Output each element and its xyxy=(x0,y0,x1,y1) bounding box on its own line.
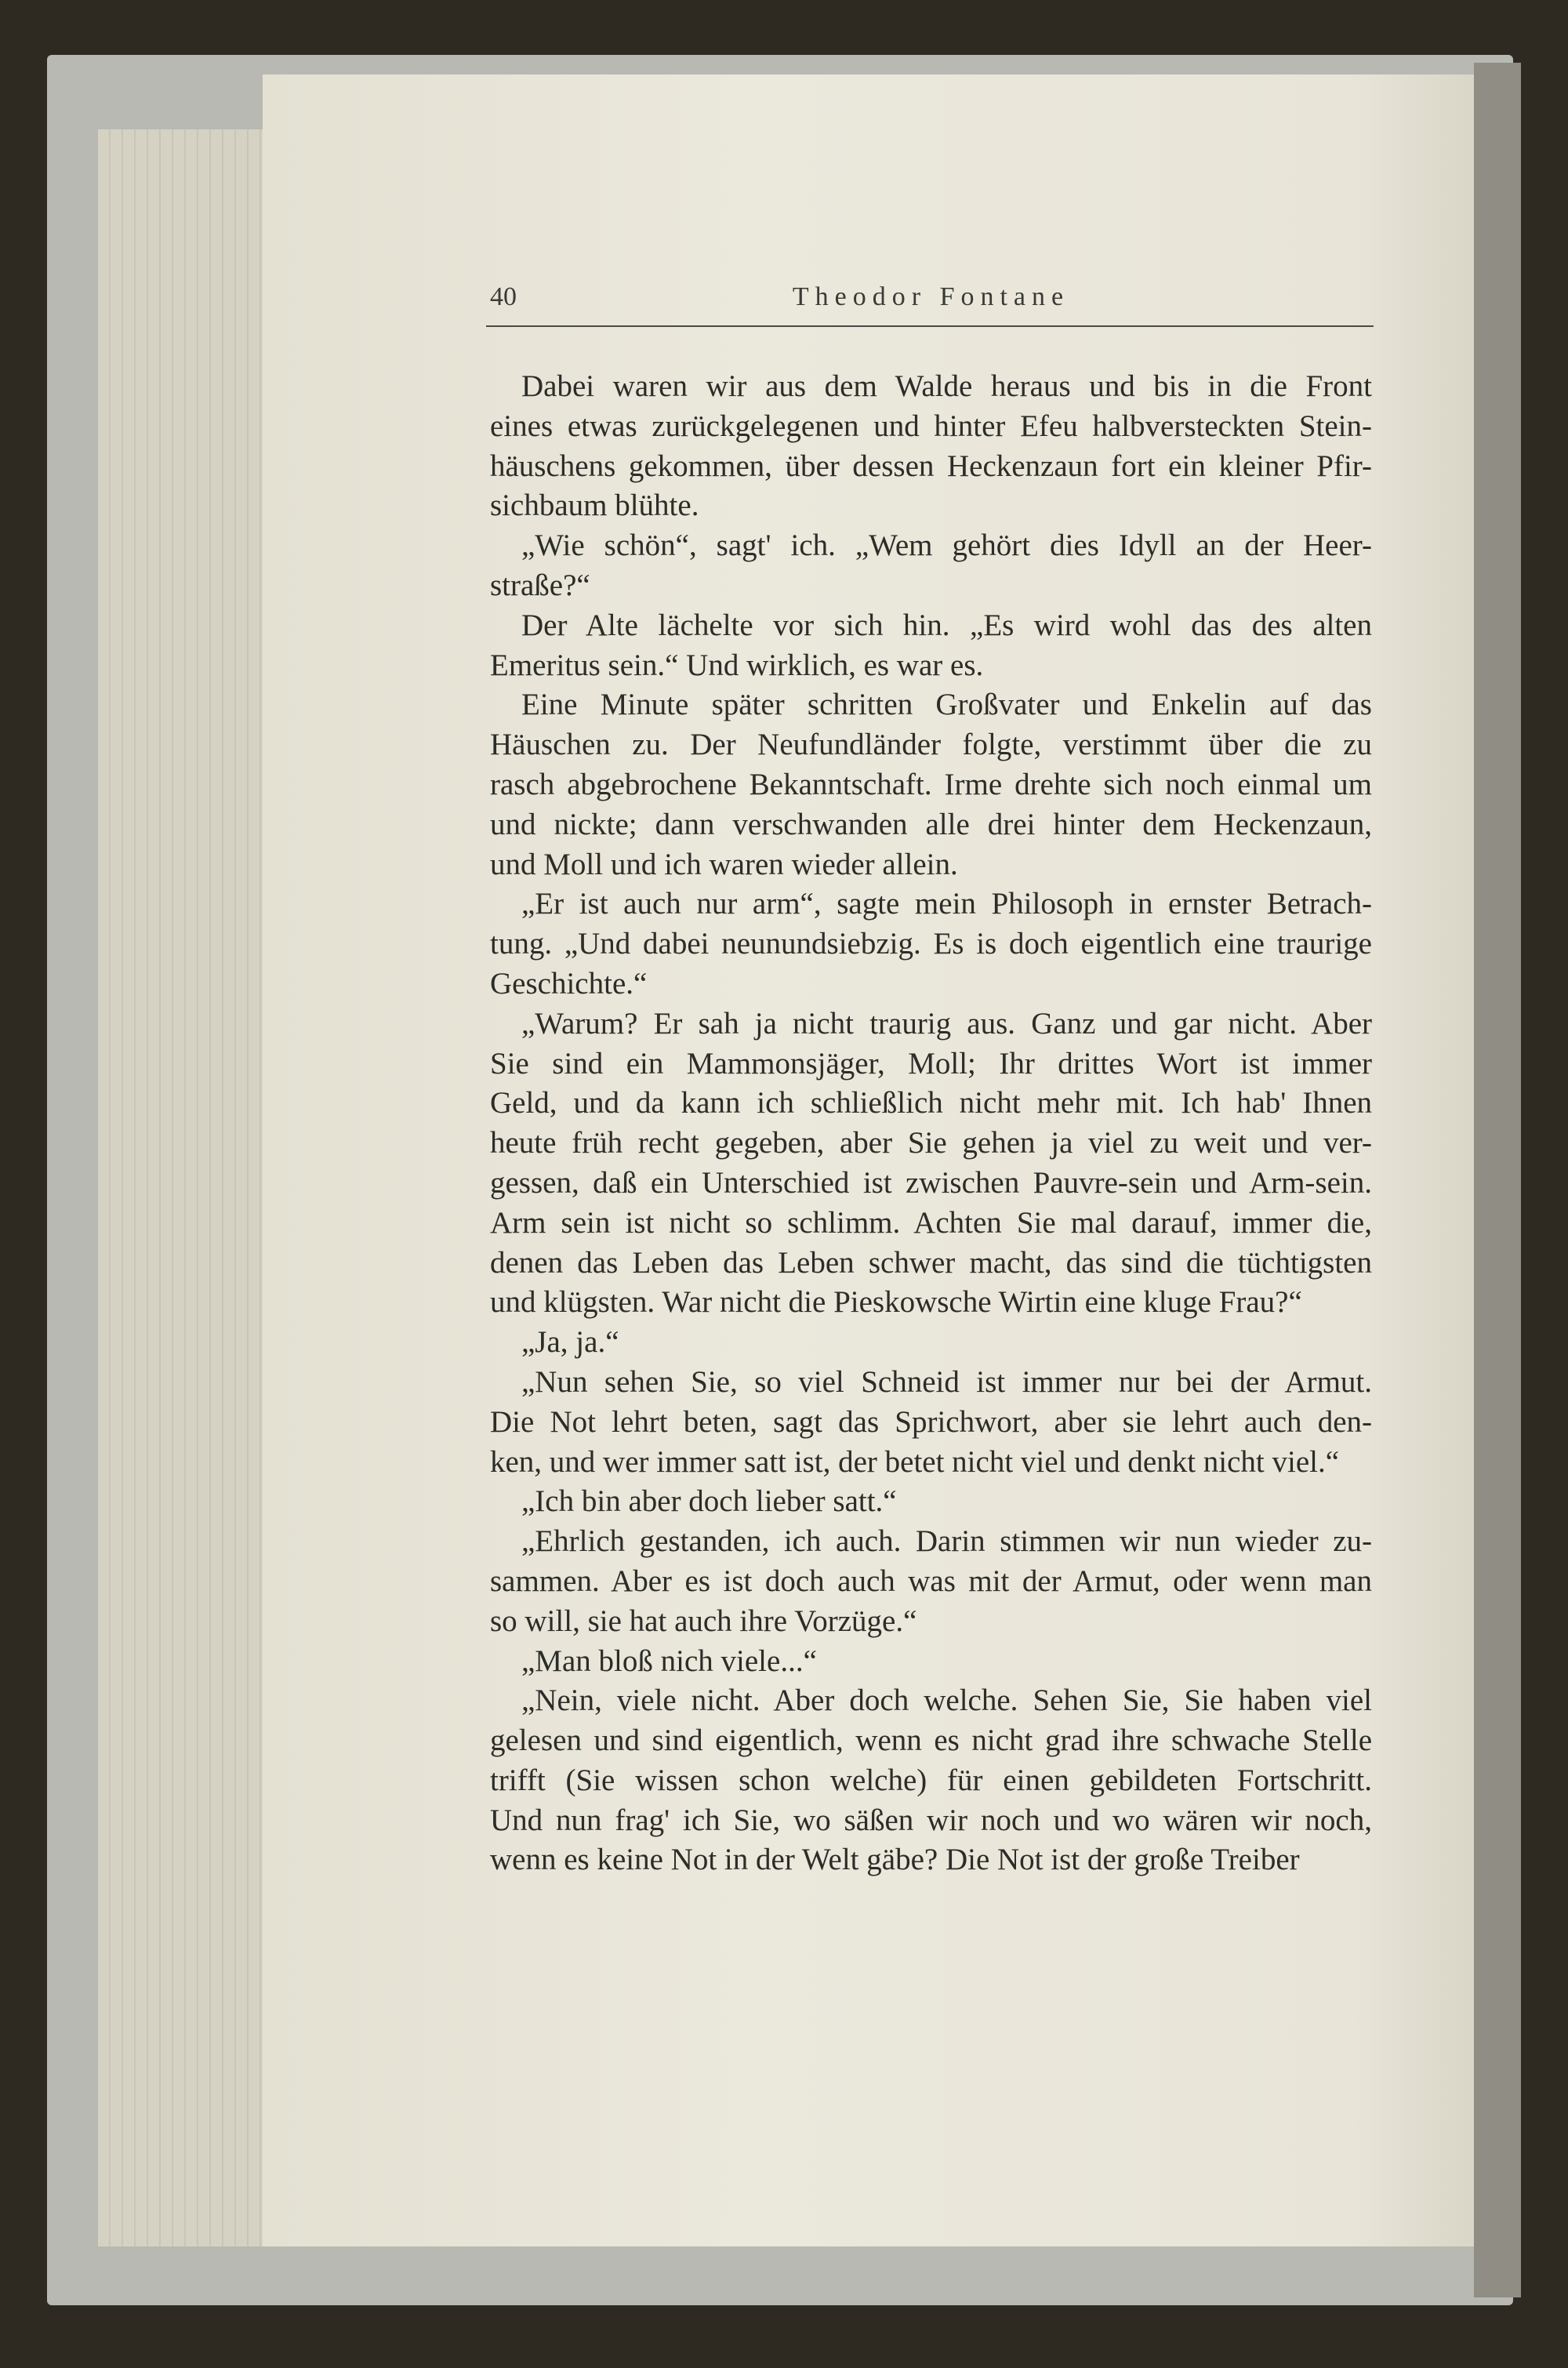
text-line: „Ja, ja.“ xyxy=(521,1325,619,1360)
page-body-text xyxy=(490,367,1372,1880)
paragraph xyxy=(490,367,1372,526)
text-line: gelesen und sind eigentlich, wenn es nicht grad ihre schwache Stelle xyxy=(490,1723,1372,1758)
text-line: sammen. Aber es ist doch auch was mit der Armut, oder wenn man xyxy=(490,1564,1372,1598)
text-line: denen das Leben das Leben schwer macht, das sind die tüchtigsten xyxy=(490,1245,1372,1280)
text-line: „Nein, viele nicht. Aber doch welche. Sehen Sie, Sie haben viel xyxy=(521,1683,1372,1718)
text-line: Häuschen zu. Der Neufundländer folgte, verstimmt über die zu xyxy=(490,728,1372,762)
text-line: Eine Minute später schritten Großvater und Enkelin auf das xyxy=(521,688,1372,722)
text-line: gessen, daß ein Unterschied ist zwischen Pauvre-sein und Arm-sein. xyxy=(490,1165,1372,1200)
text-line: rasch abgebrochene Bekanntschaft. Irme drehte sich noch einmal um xyxy=(490,767,1372,801)
paragraph xyxy=(490,884,1372,1004)
book-spine-edge xyxy=(1474,63,1521,2297)
paragraph xyxy=(490,1363,1372,1482)
paragraph xyxy=(490,1642,1372,1682)
text-line: sichbaum blühte. xyxy=(490,488,699,523)
text-line: und Moll und ich waren wieder allein. xyxy=(490,847,958,881)
paragraph xyxy=(490,1004,1372,1323)
text-line: so will, sie hat auch ihre Vorzüge.“ xyxy=(490,1603,917,1638)
text-line: Die Not lehrt beten, sagt das Sprichwort, aber sie lehrt auch den- xyxy=(490,1404,1372,1439)
text-line: Und nun frag' ich Sie, wo säßen wir noch und wo wären wir noch, xyxy=(490,1803,1372,1837)
paragraph xyxy=(490,685,1372,884)
page-header xyxy=(490,282,1372,321)
text-line: tung. „Und dabei neunundsiebzig. Es is doch eigentlich eine traurige xyxy=(490,927,1372,961)
text-line: heute früh recht gegeben, aber Sie gehen ja viel zu weit und ver- xyxy=(490,1126,1372,1160)
paragraph xyxy=(490,606,1372,686)
text-line: trifft (Sie wissen schon welche) für einen gebildeten Fortschritt. xyxy=(490,1763,1372,1797)
text-line: Geschichte.“ xyxy=(490,966,648,1001)
text-line: Der Alte lächelte vor sich hin. „Es wird wohl das des alten xyxy=(521,608,1372,642)
paragraph xyxy=(490,526,1372,606)
text-line: Dabei waren wir aus dem Walde heraus und bis in die Front xyxy=(521,369,1372,403)
running-title: Theodor Fontane xyxy=(792,282,1070,311)
text-line: häuschens gekommen, über dessen Heckenzaun fort ein kleiner Pfir- xyxy=(490,449,1372,483)
text-line: „Ich bin aber doch lieber satt.“ xyxy=(521,1484,897,1519)
text-line: „Nun sehen Sie, so viel Schneid ist immer nur bei der Armut. xyxy=(521,1364,1372,1399)
text-line: „Ehrlich gestanden, ich auch. Darin stimmen wir nun wieder zu- xyxy=(521,1524,1372,1559)
page-edges xyxy=(98,129,270,2246)
text-line: Geld, und da kann ich schließlich nicht mehr mit. Ich hab' Ihnen xyxy=(490,1086,1372,1120)
page-number: 40 xyxy=(490,282,517,311)
paragraph xyxy=(490,1681,1372,1880)
text-line: „Warum? Er sah ja nicht traurig aus. Ganz und gar nicht. Aber xyxy=(521,1006,1372,1041)
header-rule xyxy=(486,325,1374,327)
text-line: „Er ist auch nur arm“, sagte mein Philosoph in ernster Betrach- xyxy=(521,887,1372,921)
text-line: ken, und wer immer satt ist, der betet nicht viel und denkt nicht viel.“ xyxy=(490,1444,1340,1479)
text-line: „Man bloß nich viele...“ xyxy=(521,1643,817,1678)
paragraph xyxy=(490,1482,1372,1522)
text-line: „Wie schön“, sagt' ich. „Wem gehört dies Idyll an der Heer- xyxy=(521,528,1372,563)
text-line: Sie sind ein Mammonsjäger, Moll; Ihr drittes Wort ist immer xyxy=(490,1046,1372,1080)
text-line: eines etwas zurückgelegenen und hinter Efeu halbversteckten Stein- xyxy=(490,409,1372,443)
paragraph xyxy=(490,1522,1372,1641)
text-line: wenn es keine Not in der Welt gäbe? Die Not ist der große Treiber xyxy=(490,1843,1300,1877)
paragraph xyxy=(490,1323,1372,1363)
text-line: straße?“ xyxy=(490,568,590,602)
text-line: und nickte; dann verschwanden alle drei hinter dem Heckenzaun, xyxy=(490,807,1372,841)
text-line: Arm sein ist nicht so schlimm. Achten Sie mal darauf, immer die, xyxy=(490,1205,1372,1240)
text-line: und klügsten. War nicht die Pieskowsche Wirtin eine kluge Frau?“ xyxy=(490,1285,1302,1320)
text-line: Emeritus sein.“ Und wirklich, es war es. xyxy=(490,648,984,682)
